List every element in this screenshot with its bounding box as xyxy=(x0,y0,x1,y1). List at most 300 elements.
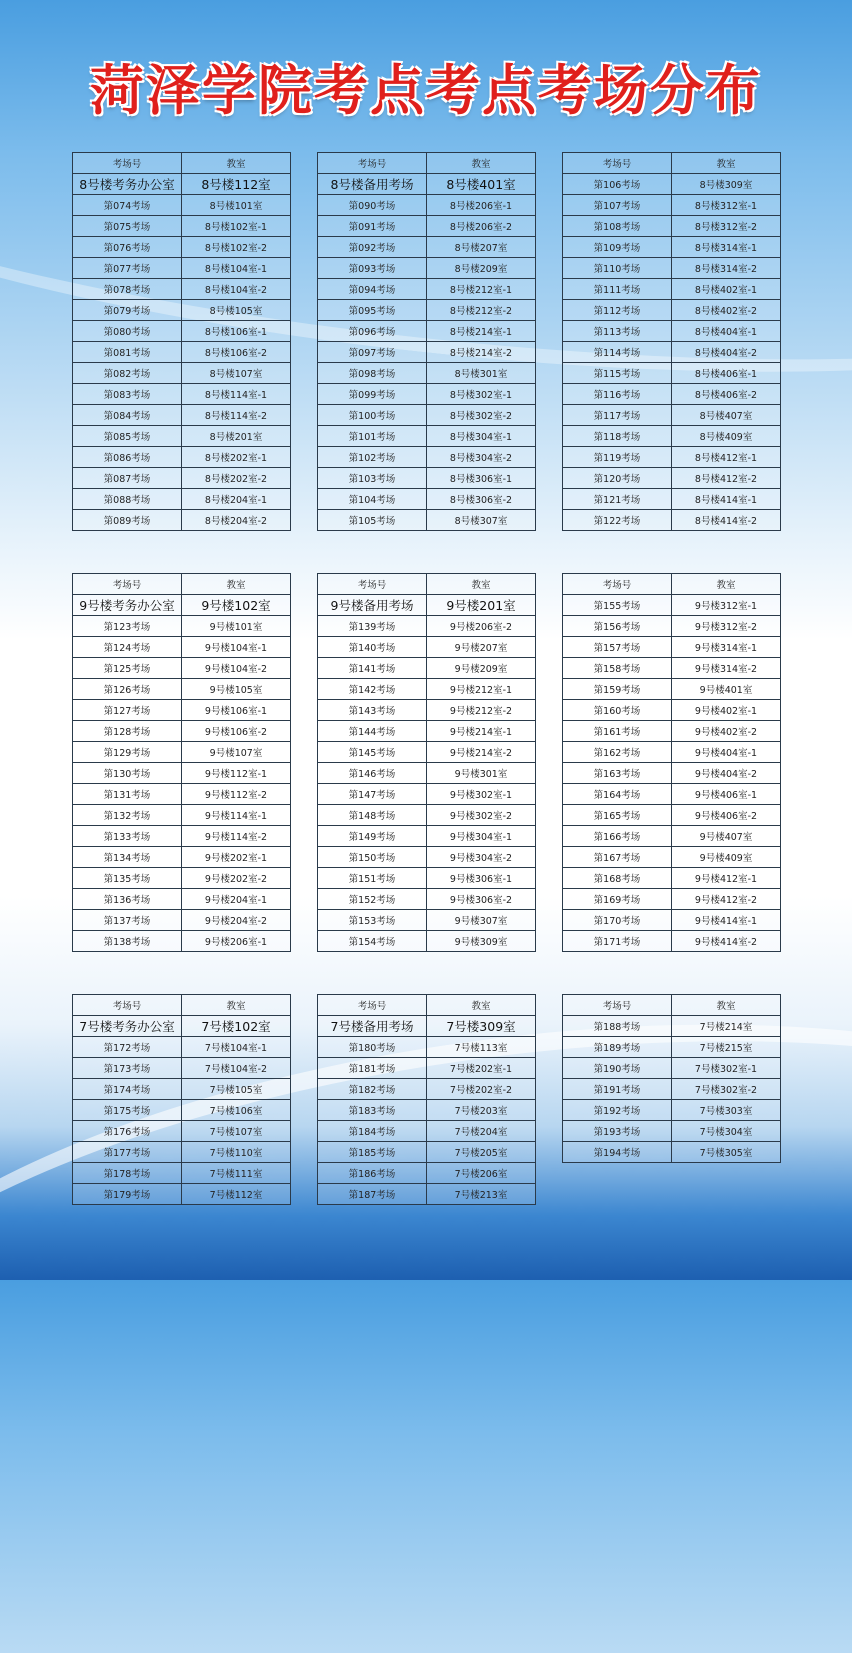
table-row xyxy=(563,931,781,952)
room-number-cell: 第095考场 xyxy=(318,300,427,321)
table-row xyxy=(318,426,536,447)
exam-room-table xyxy=(317,994,536,1205)
classroom-cell: 7号楼305室 xyxy=(672,1142,781,1163)
classroom-cell: 7号楼202室-1 xyxy=(427,1058,536,1079)
room-number-cell: 第091考场 xyxy=(318,216,427,237)
room-number-cell: 第130考场 xyxy=(73,763,182,784)
table-row xyxy=(563,616,781,637)
room-number-cell: 第103考场 xyxy=(318,468,427,489)
classroom-cell: 9号楼206室-1 xyxy=(182,931,291,952)
classroom-cell: 9号楼404室-2 xyxy=(672,763,781,784)
table-row xyxy=(563,321,781,342)
classroom-cell: 9号楼106室-1 xyxy=(182,700,291,721)
table-row xyxy=(73,384,291,405)
table-row xyxy=(563,384,781,405)
room-number-cell: 第150考场 xyxy=(318,847,427,868)
classroom-cell: 7号楼112室 xyxy=(182,1184,291,1205)
table-row xyxy=(563,195,781,216)
classroom-cell: 9号楼301室 xyxy=(427,763,536,784)
classroom-cell: 9号楼414室-2 xyxy=(672,931,781,952)
room-number-cell: 第176考场 xyxy=(73,1121,182,1142)
table-row xyxy=(318,279,536,300)
table-row xyxy=(563,510,781,531)
classroom-cell: 8号楼412室-2 xyxy=(672,468,781,489)
room-number-cell: 第109考场 xyxy=(563,237,672,258)
table-row xyxy=(318,847,536,868)
room-number-cell: 第094考场 xyxy=(318,279,427,300)
table-row xyxy=(73,616,291,637)
classroom-cell: 9号楼409室 xyxy=(672,847,781,868)
table-row xyxy=(563,868,781,889)
table-row xyxy=(73,1163,291,1184)
room-number-cell: 第144考场 xyxy=(318,721,427,742)
room-number-cell: 第157考场 xyxy=(563,637,672,658)
table-row xyxy=(563,1079,781,1100)
room-number-cell: 第181考场 xyxy=(318,1058,427,1079)
table-row xyxy=(563,742,781,763)
room-number-cell: 第096考场 xyxy=(318,321,427,342)
classroom-cell: 8号楼204室-2 xyxy=(182,510,291,531)
classroom-cell: 7号楼107室 xyxy=(182,1121,291,1142)
table-row xyxy=(318,342,536,363)
classroom-cell: 9号楼212室-2 xyxy=(427,700,536,721)
table-row xyxy=(318,910,536,931)
classroom-cell: 9号楼307室 xyxy=(427,910,536,931)
table-row xyxy=(73,784,291,805)
room-number-cell: 第076考场 xyxy=(73,237,182,258)
room-number-cell: 7号楼备用考场 xyxy=(318,1016,427,1037)
classroom-cell: 7号楼203室 xyxy=(427,1100,536,1121)
room-number-cell: 第129考场 xyxy=(73,742,182,763)
table-row xyxy=(73,426,291,447)
table-row xyxy=(563,826,781,847)
room-number-cell: 第145考场 xyxy=(318,742,427,763)
classroom-cell: 8号楼201室 xyxy=(182,426,291,447)
table-row xyxy=(563,1142,781,1163)
table-row xyxy=(563,426,781,447)
room-number-cell: 第156考场 xyxy=(563,616,672,637)
table-row xyxy=(563,300,781,321)
classroom-cell: 8号楼102室-1 xyxy=(182,216,291,237)
classroom-cell: 8号楼414室-1 xyxy=(672,489,781,510)
classroom-cell: 8号楼114室-1 xyxy=(182,384,291,405)
table-row xyxy=(318,1100,536,1121)
table-row xyxy=(73,279,291,300)
table-row xyxy=(73,195,291,216)
room-number-cell: 考场号 xyxy=(318,153,427,174)
classroom-cell: 8号楼404室-2 xyxy=(672,342,781,363)
classroom-cell: 教室 xyxy=(182,153,291,174)
classroom-cell: 教室 xyxy=(427,574,536,595)
table-row xyxy=(563,658,781,679)
classroom-cell: 8号楼206室-2 xyxy=(427,216,536,237)
classroom-cell: 7号楼303室 xyxy=(672,1100,781,1121)
classroom-cell: 8号楼106室-1 xyxy=(182,321,291,342)
classroom-cell: 7号楼214室 xyxy=(672,1016,781,1037)
table-row xyxy=(563,679,781,700)
table-row xyxy=(318,1079,536,1100)
room-number-cell: 第166考场 xyxy=(563,826,672,847)
table-row xyxy=(563,489,781,510)
room-number-cell: 第089考场 xyxy=(73,510,182,531)
room-number-cell: 第147考场 xyxy=(318,784,427,805)
special-row xyxy=(318,595,536,616)
classroom-cell: 9号楼104室-2 xyxy=(182,658,291,679)
classroom-cell: 7号楼302室-1 xyxy=(672,1058,781,1079)
room-number-cell: 第170考场 xyxy=(563,910,672,931)
classroom-cell: 9号楼114室-2 xyxy=(182,826,291,847)
classroom-cell: 7号楼104室-2 xyxy=(182,1058,291,1079)
table-row xyxy=(318,826,536,847)
classroom-cell: 7号楼111室 xyxy=(182,1163,291,1184)
table-row xyxy=(73,1100,291,1121)
table-row xyxy=(318,784,536,805)
classroom-cell: 9号楼114室-1 xyxy=(182,805,291,826)
classroom-cell: 8号楼402室-1 xyxy=(672,279,781,300)
room-number-cell: 第093考场 xyxy=(318,258,427,279)
room-number-cell: 第158考场 xyxy=(563,658,672,679)
classroom-cell: 8号楼402室-2 xyxy=(672,300,781,321)
classroom-cell: 9号楼312室-1 xyxy=(672,595,781,616)
room-number-cell: 9号楼考务办公室 xyxy=(73,595,182,616)
room-number-cell: 第086考场 xyxy=(73,447,182,468)
room-number-cell: 第180考场 xyxy=(318,1037,427,1058)
table-row xyxy=(318,679,536,700)
room-number-cell: 第083考场 xyxy=(73,384,182,405)
room-number-cell: 第080考场 xyxy=(73,321,182,342)
classroom-cell: 8号楼401室 xyxy=(427,174,536,195)
classroom-cell: 8号楼306室-1 xyxy=(427,468,536,489)
room-number-cell: 第119考场 xyxy=(563,447,672,468)
classroom-cell: 8号楼412室-1 xyxy=(672,447,781,468)
classroom-cell: 9号楼302室-2 xyxy=(427,805,536,826)
table-row xyxy=(73,637,291,658)
room-number-cell: 第128考场 xyxy=(73,721,182,742)
table-row xyxy=(318,721,536,742)
classroom-cell: 9号楼404室-1 xyxy=(672,742,781,763)
classroom-cell: 9号楼406室-2 xyxy=(672,805,781,826)
classroom-cell: 8号楼104室-2 xyxy=(182,279,291,300)
exam-room-table xyxy=(562,994,781,1163)
table-row xyxy=(318,805,536,826)
classroom-cell: 9号楼214室-1 xyxy=(427,721,536,742)
table-row xyxy=(318,384,536,405)
room-number-cell: 第092考场 xyxy=(318,237,427,258)
classroom-cell: 8号楼204室-1 xyxy=(182,489,291,510)
classroom-cell: 9号楼309室 xyxy=(427,931,536,952)
exam-room-table xyxy=(72,152,291,531)
classroom-cell: 8号楼214室-1 xyxy=(427,321,536,342)
classroom-cell: 9号楼401室 xyxy=(672,679,781,700)
classroom-cell: 8号楼407室 xyxy=(672,405,781,426)
room-number-cell: 第124考场 xyxy=(73,637,182,658)
table-row xyxy=(73,405,291,426)
classroom-cell: 7号楼206室 xyxy=(427,1163,536,1184)
classroom-cell: 9号楼104室-1 xyxy=(182,637,291,658)
classroom-cell: 8号楼309室 xyxy=(672,174,781,195)
table-row xyxy=(318,1037,536,1058)
room-number-cell: 第155考场 xyxy=(563,595,672,616)
room-number-cell: 第082考场 xyxy=(73,363,182,384)
classroom-cell: 9号楼112室-1 xyxy=(182,763,291,784)
table-row xyxy=(318,1142,536,1163)
room-number-cell: 第172考场 xyxy=(73,1037,182,1058)
room-number-cell: 第123考场 xyxy=(73,616,182,637)
classroom-cell: 8号楼214室-2 xyxy=(427,342,536,363)
classroom-cell: 8号楼206室-1 xyxy=(427,195,536,216)
classroom-cell: 7号楼213室 xyxy=(427,1184,536,1205)
room-number-cell: 第122考场 xyxy=(563,510,672,531)
table-row xyxy=(563,447,781,468)
room-number-cell: 第136考场 xyxy=(73,889,182,910)
table-row xyxy=(73,237,291,258)
classroom-cell: 7号楼309室 xyxy=(427,1016,536,1037)
room-number-cell: 第167考场 xyxy=(563,847,672,868)
table-row xyxy=(318,1163,536,1184)
room-number-cell: 第148考场 xyxy=(318,805,427,826)
table-row xyxy=(73,931,291,952)
room-number-cell: 第165考场 xyxy=(563,805,672,826)
room-number-cell: 第117考场 xyxy=(563,405,672,426)
room-number-cell: 第102考场 xyxy=(318,447,427,468)
classroom-cell: 9号楼407室 xyxy=(672,826,781,847)
classroom-cell: 9号楼312室-2 xyxy=(672,616,781,637)
room-number-cell: 考场号 xyxy=(563,153,672,174)
room-number-cell: 第139考场 xyxy=(318,616,427,637)
classroom-cell: 9号楼209室 xyxy=(427,658,536,679)
room-number-cell: 第191考场 xyxy=(563,1079,672,1100)
room-number-cell: 第116考场 xyxy=(563,384,672,405)
table-row xyxy=(73,342,291,363)
table-header xyxy=(73,153,291,174)
room-number-cell: 第140考场 xyxy=(318,637,427,658)
classroom-cell: 7号楼302室-2 xyxy=(672,1079,781,1100)
classroom-cell: 9号楼412室-2 xyxy=(672,889,781,910)
room-number-cell: 第099考场 xyxy=(318,384,427,405)
classroom-cell: 8号楼409室 xyxy=(672,426,781,447)
table-row xyxy=(563,1100,781,1121)
room-number-cell: 第098考场 xyxy=(318,363,427,384)
room-number-cell: 第120考场 xyxy=(563,468,672,489)
room-number-cell: 第112考场 xyxy=(563,300,672,321)
room-number-cell: 第184考场 xyxy=(318,1121,427,1142)
special-row xyxy=(318,1016,536,1037)
table-row xyxy=(73,700,291,721)
table-row xyxy=(73,1037,291,1058)
room-number-cell: 第188考场 xyxy=(563,1016,672,1037)
room-number-cell: 第177考场 xyxy=(73,1142,182,1163)
room-number-cell: 第134考场 xyxy=(73,847,182,868)
room-number-cell: 第163考场 xyxy=(563,763,672,784)
special-row xyxy=(318,174,536,195)
classroom-cell: 7号楼105室 xyxy=(182,1079,291,1100)
table-row xyxy=(73,763,291,784)
classroom-cell: 9号楼306室-1 xyxy=(427,868,536,889)
room-number-cell: 第075考场 xyxy=(73,216,182,237)
classroom-cell: 8号楼301室 xyxy=(427,363,536,384)
table-header xyxy=(563,574,781,595)
table-row xyxy=(563,1121,781,1142)
classroom-cell: 8号楼114室-2 xyxy=(182,405,291,426)
room-number-cell: 第113考场 xyxy=(563,321,672,342)
table-row xyxy=(563,237,781,258)
room-number-cell: 第175考场 xyxy=(73,1100,182,1121)
classroom-cell: 8号楼207室 xyxy=(427,237,536,258)
table-row xyxy=(563,721,781,742)
table-header xyxy=(563,995,781,1016)
classroom-cell: 8号楼112室 xyxy=(182,174,291,195)
room-number-cell: 第132考场 xyxy=(73,805,182,826)
table-row xyxy=(563,216,781,237)
table-row xyxy=(73,1142,291,1163)
table-row xyxy=(318,889,536,910)
room-number-cell: 考场号 xyxy=(73,153,182,174)
room-number-cell: 第115考场 xyxy=(563,363,672,384)
room-number-cell: 第146考场 xyxy=(318,763,427,784)
classroom-cell: 8号楼102室-2 xyxy=(182,237,291,258)
table-row xyxy=(318,300,536,321)
table-row xyxy=(318,216,536,237)
room-number-cell: 8号楼考务办公室 xyxy=(73,174,182,195)
classroom-cell: 9号楼105室 xyxy=(182,679,291,700)
table-row xyxy=(73,363,291,384)
table-row xyxy=(563,889,781,910)
classroom-cell: 7号楼204室 xyxy=(427,1121,536,1142)
classroom-cell: 9号楼406室-1 xyxy=(672,784,781,805)
table-row xyxy=(563,595,781,616)
table-row xyxy=(73,742,291,763)
table-row xyxy=(73,847,291,868)
room-number-cell: 9号楼备用考场 xyxy=(318,595,427,616)
classroom-cell: 8号楼212室-1 xyxy=(427,279,536,300)
classroom-cell: 9号楼414室-1 xyxy=(672,910,781,931)
exam-room-table xyxy=(562,573,781,952)
classroom-cell: 9号楼314室-2 xyxy=(672,658,781,679)
room-number-cell: 第087考场 xyxy=(73,468,182,489)
room-number-cell: 第114考场 xyxy=(563,342,672,363)
room-number-cell: 第110考场 xyxy=(563,258,672,279)
table-row xyxy=(73,489,291,510)
table-row xyxy=(563,468,781,489)
classroom-cell: 9号楼302室-1 xyxy=(427,784,536,805)
room-number-cell: 考场号 xyxy=(73,995,182,1016)
table-header xyxy=(73,995,291,1016)
classroom-cell: 7号楼110室 xyxy=(182,1142,291,1163)
table-row xyxy=(563,1016,781,1037)
room-number-cell: 第106考场 xyxy=(563,174,672,195)
classroom-cell: 9号楼102室 xyxy=(182,595,291,616)
table-header xyxy=(563,153,781,174)
table-row xyxy=(563,342,781,363)
classroom-cell: 教室 xyxy=(427,995,536,1016)
room-number-cell: 考场号 xyxy=(563,574,672,595)
room-number-cell: 第127考场 xyxy=(73,700,182,721)
classroom-cell: 8号楼209室 xyxy=(427,258,536,279)
classroom-cell: 教室 xyxy=(672,153,781,174)
page-title: 菏泽学院考点考点考场分布 xyxy=(90,58,762,122)
table-header xyxy=(318,574,536,595)
room-number-cell: 第162考场 xyxy=(563,742,672,763)
room-number-cell: 第159考场 xyxy=(563,679,672,700)
table-row xyxy=(318,195,536,216)
room-number-cell: 第182考场 xyxy=(318,1079,427,1100)
classroom-cell: 8号楼314室-1 xyxy=(672,237,781,258)
table-row xyxy=(318,468,536,489)
table-row xyxy=(73,721,291,742)
table-row xyxy=(318,363,536,384)
classroom-cell: 7号楼202室-2 xyxy=(427,1079,536,1100)
classroom-cell: 8号楼212室-2 xyxy=(427,300,536,321)
classroom-cell: 教室 xyxy=(427,153,536,174)
room-number-cell: 第174考场 xyxy=(73,1079,182,1100)
classroom-cell: 7号楼106室 xyxy=(182,1100,291,1121)
table-row xyxy=(73,216,291,237)
room-number-cell: 第107考场 xyxy=(563,195,672,216)
table-row xyxy=(318,616,536,637)
room-number-cell: 第164考场 xyxy=(563,784,672,805)
classroom-cell: 9号楼214室-2 xyxy=(427,742,536,763)
room-number-cell: 第186考场 xyxy=(318,1163,427,1184)
classroom-cell: 8号楼312室-1 xyxy=(672,195,781,216)
classroom-cell: 9号楼402室-2 xyxy=(672,721,781,742)
room-number-cell: 第090考场 xyxy=(318,195,427,216)
exam-room-table xyxy=(562,152,781,531)
table-row xyxy=(563,258,781,279)
table-row xyxy=(73,1079,291,1100)
classroom-cell: 9号楼107室 xyxy=(182,742,291,763)
room-number-cell: 第171考场 xyxy=(563,931,672,952)
classroom-cell: 9号楼204室-1 xyxy=(182,889,291,910)
table-row xyxy=(563,279,781,300)
table-row xyxy=(318,931,536,952)
table-row xyxy=(73,468,291,489)
room-number-cell: 第101考场 xyxy=(318,426,427,447)
classroom-cell: 8号楼202室-2 xyxy=(182,468,291,489)
room-number-cell: 第192考场 xyxy=(563,1100,672,1121)
classroom-cell: 8号楼406室-1 xyxy=(672,363,781,384)
table-row xyxy=(563,805,781,826)
classroom-cell: 9号楼306室-2 xyxy=(427,889,536,910)
table-header xyxy=(73,574,291,595)
table-row xyxy=(318,237,536,258)
room-number-cell: 第193考场 xyxy=(563,1121,672,1142)
room-number-cell: 第126考场 xyxy=(73,679,182,700)
room-number-cell: 第178考场 xyxy=(73,1163,182,1184)
room-number-cell: 考场号 xyxy=(73,574,182,595)
room-number-cell: 第168考场 xyxy=(563,868,672,889)
classroom-cell: 8号楼302室-2 xyxy=(427,405,536,426)
room-number-cell: 第097考场 xyxy=(318,342,427,363)
room-number-cell: 第100考场 xyxy=(318,405,427,426)
table-header xyxy=(318,153,536,174)
classroom-cell: 9号楼101室 xyxy=(182,616,291,637)
classroom-cell: 9号楼412室-1 xyxy=(672,868,781,889)
room-number-cell: 第143考场 xyxy=(318,700,427,721)
room-number-cell: 第133考场 xyxy=(73,826,182,847)
exam-room-table xyxy=(317,573,536,952)
room-number-cell: 第105考场 xyxy=(318,510,427,531)
table-row xyxy=(73,658,291,679)
classroom-cell: 教室 xyxy=(672,574,781,595)
table-row xyxy=(318,1184,536,1205)
table-row xyxy=(73,510,291,531)
room-number-cell: 8号楼备用考场 xyxy=(318,174,427,195)
room-number-cell: 第141考场 xyxy=(318,658,427,679)
classroom-cell: 7号楼104室-1 xyxy=(182,1037,291,1058)
room-number-cell: 第077考场 xyxy=(73,258,182,279)
classroom-cell: 8号楼306室-2 xyxy=(427,489,536,510)
table-row xyxy=(73,258,291,279)
